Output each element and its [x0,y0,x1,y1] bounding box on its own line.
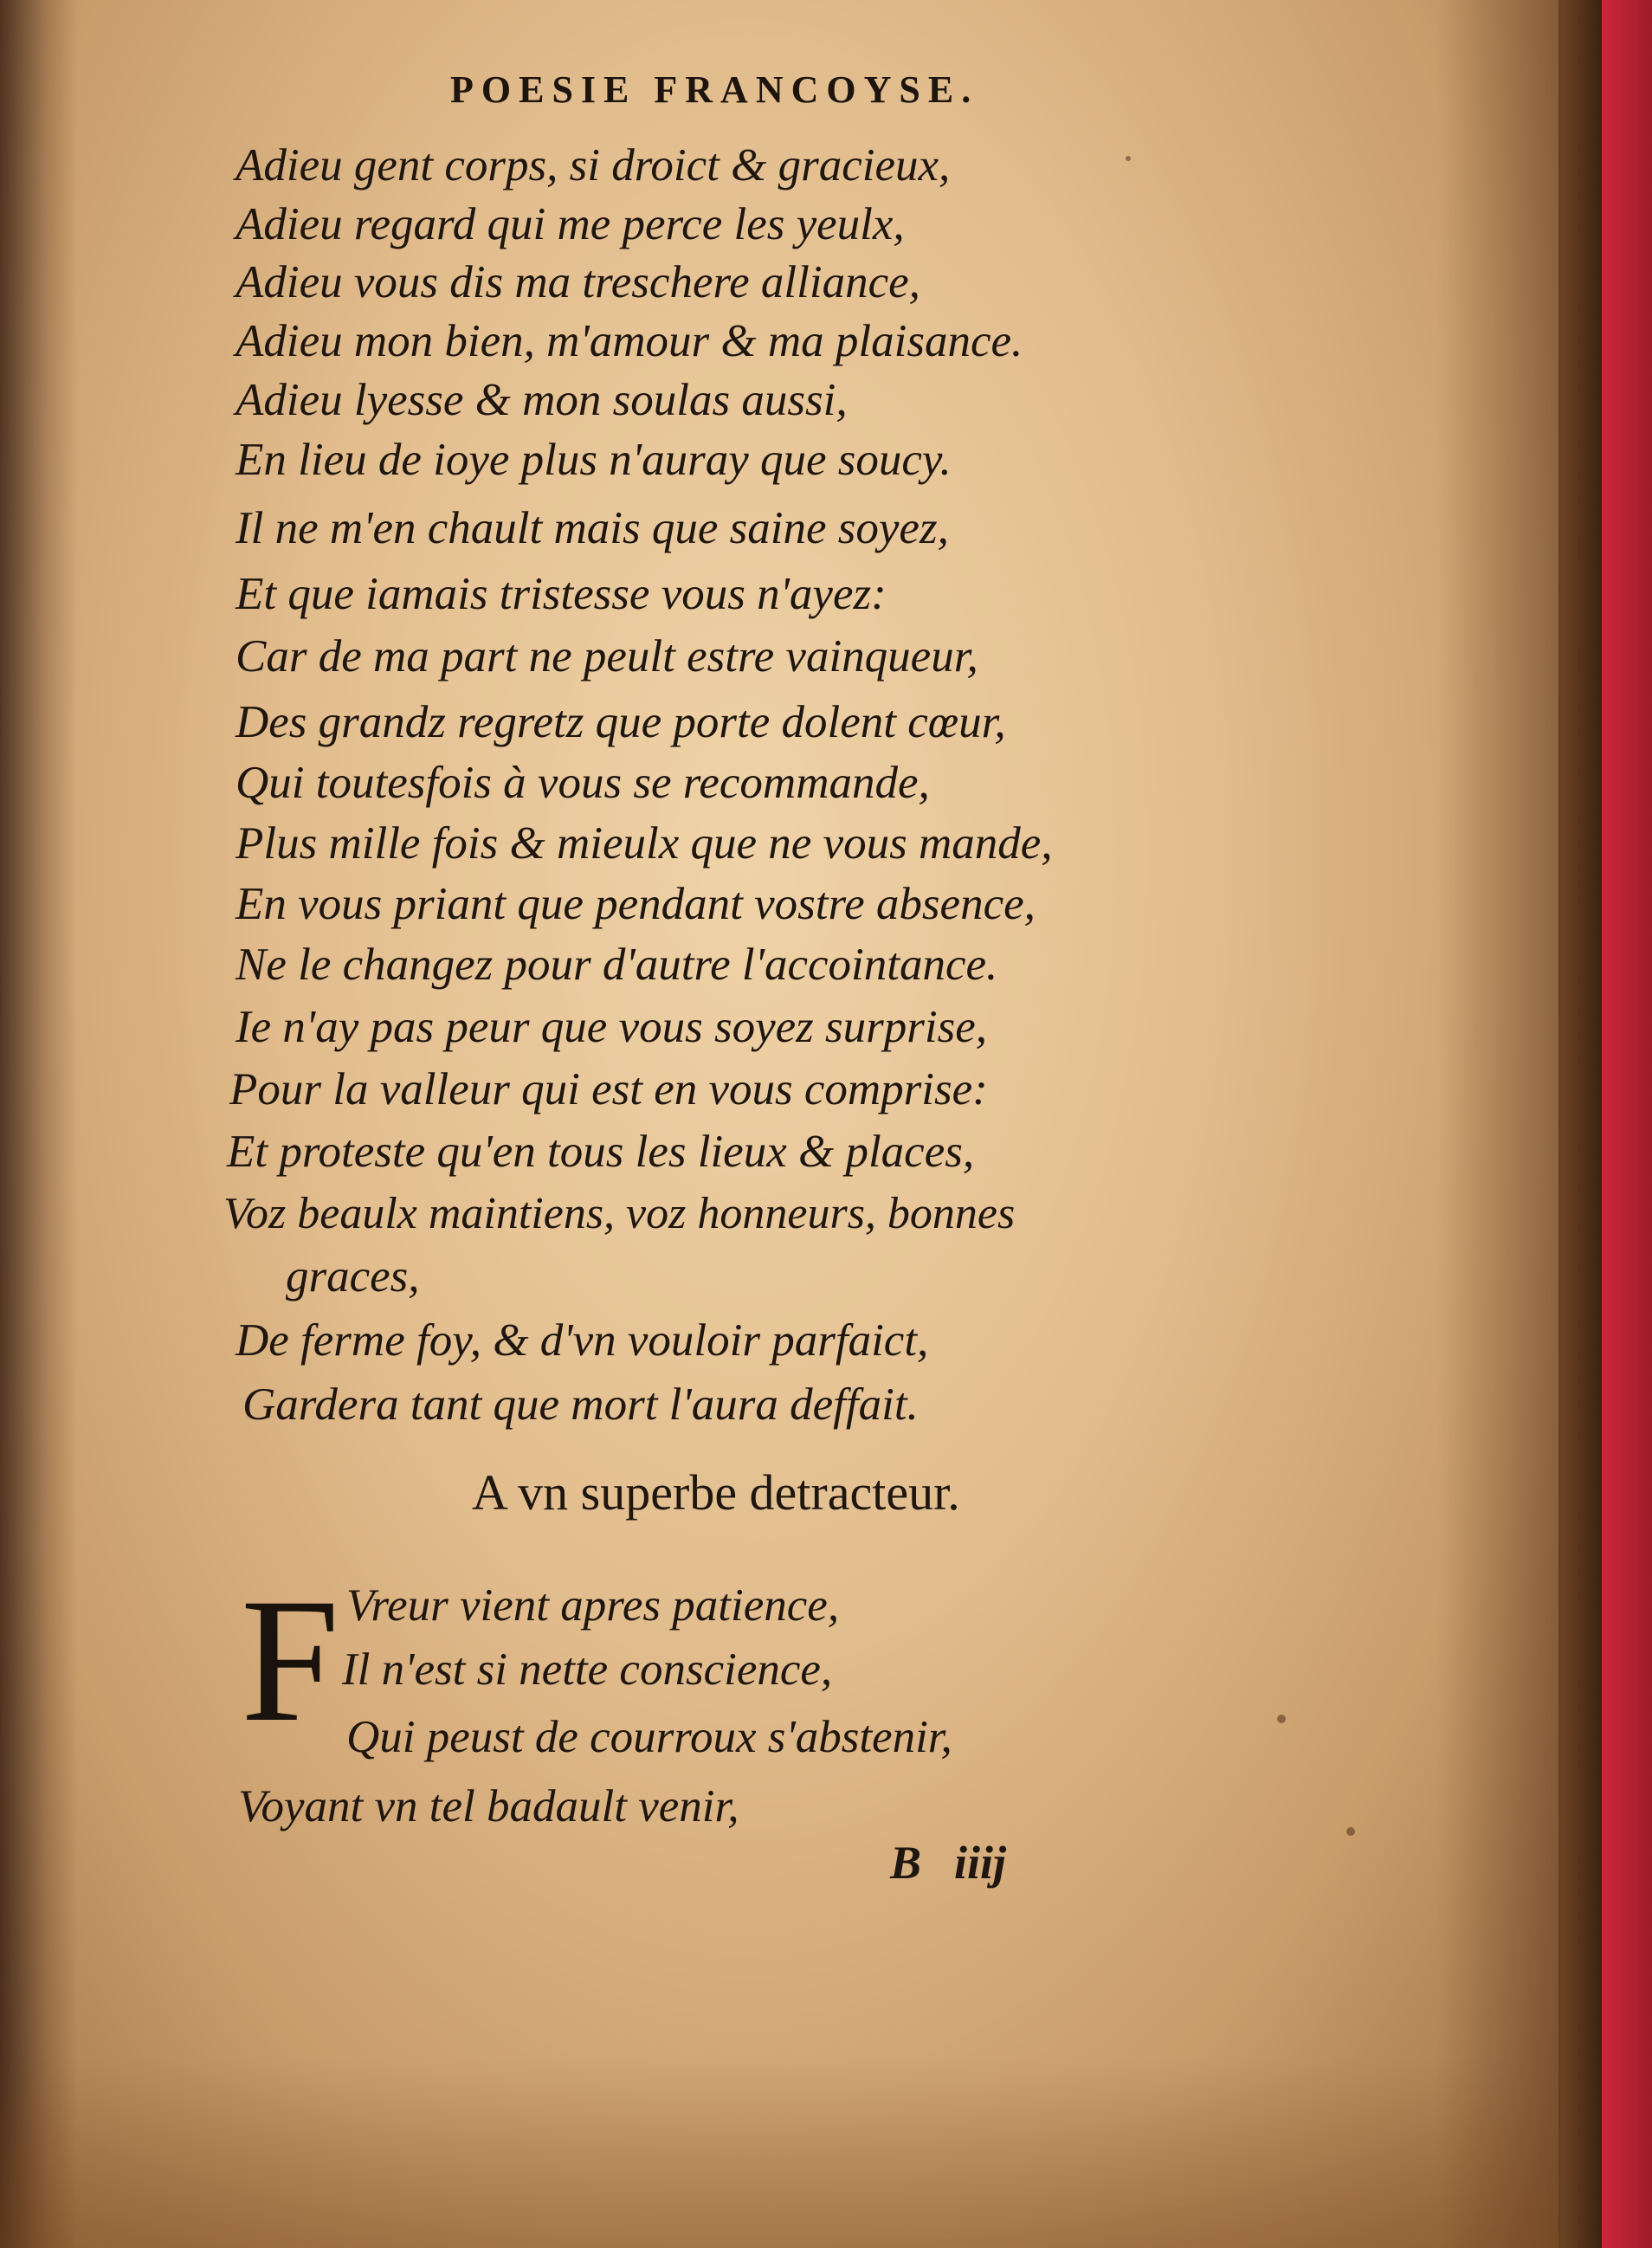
verse-line: Gardera tant que mort l'aura deffait. [242,1379,919,1430]
drop-cap-initial: F [241,1562,340,1759]
verse-line: Adieu regard qui me perce les yeulx, [236,199,905,249]
verse-line: Car de ma part ne peult estre vainqueur, [236,631,978,682]
verse-line: De ferme foy, & d'vn vouloir parfaict, [236,1315,929,1366]
verse-line: Pour la valleur qui est en vous comprise: [229,1064,988,1114]
verse-line: Adieu mon bien, m'amour & ma plaisance. [236,316,1023,366]
verse-line: Il ne m'en chault mais que saine soyez, [236,503,949,553]
verse-line: Qui toutesfois à vous se recommande, [236,758,930,808]
verse-line: Adieu vous dis ma treschere alliance, [236,257,920,307]
verse-line: graces, [286,1251,420,1302]
verse-line: Adieu gent corps, si droict & gracieux, [236,140,951,191]
verse-line: En vous priant que pendant vostre absence, [236,879,1036,929]
stanza-line: Qui peust de courroux s'abstenir, [346,1712,952,1762]
page-edge-shadow [1437,0,1558,2248]
verse-line: Ie n'ay pas peur que vous soyez surprise, [236,1002,988,1052]
verse-line: Des grandz regretz que porte dolent cœur, [236,697,1006,747]
verse-line: Et que iamais tristesse vous n'ayez: [236,569,887,619]
section-title: A vn superbe detracteur. [472,1464,960,1521]
signature-mark [890,1836,1039,1889]
verse-line: Voz beaulx maintiens, voz honneurs, bonnes [223,1189,1016,1238]
ink-speck [1277,1715,1286,1723]
signature-letter: B [890,1837,922,1889]
signature-numeral: iiij [954,1837,1007,1889]
stanza-line: Vreur vient apres patience, [346,1580,840,1631]
verse-line: En lieu de ioye plus n'auray que soucy. [236,435,952,485]
stanza-line: Voyant vn tel badault venir, [238,1781,739,1831]
stanza-line: Il n'est si nette conscience, [342,1644,833,1695]
ink-speck [1126,156,1131,161]
running-head: POESIE FRANCOYSE. [450,68,979,111]
page-bottom-stain [0,2057,1558,2248]
verse-line: Plus mille fois & mieulx que ne vous mande, [236,818,1053,869]
page-gutter-shadow [0,0,78,2248]
verse-line: Adieu lyesse & mon soulas aussi, [236,375,848,425]
verse-line: Et proteste qu'en tous les lieux & places, [227,1127,975,1177]
verse-line: Ne le changez pour d'autre l'accointance. [236,940,998,990]
ink-speck [1346,1827,1355,1836]
